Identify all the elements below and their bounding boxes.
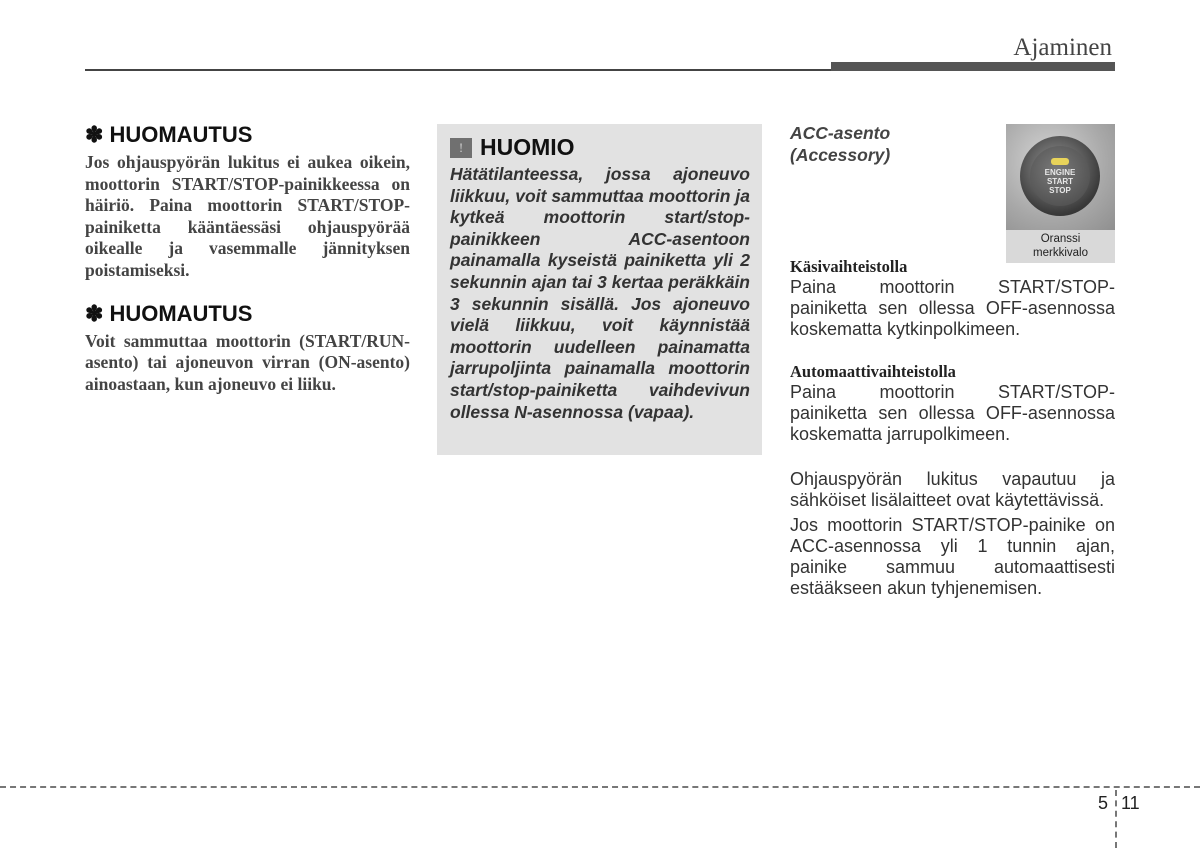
photo-caption (1006, 232, 1115, 260)
header-rule-accent (831, 62, 1115, 71)
note-title: HUOMAUTUS (109, 300, 253, 326)
orange-indicator-lamp (1051, 158, 1069, 165)
footer-rule (0, 786, 1200, 788)
page-number-divider (1115, 790, 1117, 848)
section-number: 5 (1098, 793, 1109, 813)
photo-image (1006, 124, 1115, 230)
note-block (85, 122, 410, 282)
acc-heading-line: (Accessory) (790, 145, 891, 165)
manual-transmission-text: Paina moottorin START/STOP-painiketta sen ollessa OFF-asennossa koskematta kytkinpolkimeen. (790, 277, 1115, 339)
warning-text: Hätätilanteessa, jossa ajoneuvo liikkuu, voit sammuttaa moottorin ja kytkeä moottorin start/stop-painikkeen ACC-asentoon painamalla kyseistä painiketta yli 2 sekunnin ajan tai 3 kertaa peräkkäin 3 sekunnin sisällä. Jos ajoneuvo vielä liikkuu, voit käynnistää moottorin uudelleen painamatta jarrupoljinta painamalla moottorin start/stop-painiketta vaihdevivun ollessa N-asennossa (vapaa). (450, 164, 750, 422)
caption-line: merkkivalo (1033, 247, 1088, 259)
button-label: START (1046, 176, 1074, 186)
notes-column (85, 122, 410, 395)
note-text: Voit sammuttaa moottorin (START/RUN-asento) tai ajoneuvon virran (ON-asento) ainoastaan, kun ajoneuvo ei liiku. (85, 330, 410, 394)
automatic-transmission-heading: Automaattivaihteistolla (790, 362, 956, 381)
caption-line: Oranssi (1040, 233, 1081, 245)
button-label: STOP (1049, 185, 1071, 195)
manual-transmission-heading: Käsivaihteistolla (790, 257, 908, 276)
header-rule (85, 69, 835, 71)
asterisk-icon: ✽ (85, 300, 104, 326)
acc-timeout-text: Jos moottorin START/STOP-painike on ACC-asennossa yli 1 tunnin ajan, painike sammuu automaattisesti estääkseen akun tyhjenemisen. (790, 515, 1115, 598)
chapter-title: Ajaminen (1013, 34, 1112, 61)
note-block (85, 301, 410, 396)
warning-heading (450, 134, 750, 161)
start-stop-button-photo (1006, 124, 1115, 263)
start-stop-button-icon (1030, 146, 1090, 206)
button-label: ENGINE (1044, 167, 1076, 177)
acc-heading-line: ACC-asento (790, 123, 891, 143)
automatic-transmission-text: Paina moottorin START/STOP-painiketta sen ollessa OFF-asennossa koskematta jarrupolkimeen. (790, 382, 1115, 444)
button-ring (1020, 136, 1100, 216)
acc-heading (790, 122, 970, 166)
note-text: Jos ohjauspyörän lukitus ei aukea oikein, moottorin START/STOP-painikkeessa on häiriö. Paina moottorin START/STOP-painiketta kääntäessäsi ohjauspyörää oikealle ja vasemmalle jännityksen poistamiseksi. (85, 152, 410, 280)
warning-box (437, 124, 762, 455)
steering-lock-text: Ohjauspyörän lukitus vapautuu ja sähköiset lisälaitteet ovat käytettävissä. (790, 469, 1115, 510)
asterisk-icon: ✽ (85, 122, 104, 147)
note-heading (85, 301, 410, 327)
page-number: 11 (1121, 793, 1140, 813)
note-heading (85, 122, 410, 148)
warning-title: HUOMIO (480, 134, 575, 160)
warning-icon: ! (450, 138, 472, 158)
acc-column (790, 122, 1115, 599)
note-title: HUOMAUTUS (109, 122, 253, 147)
